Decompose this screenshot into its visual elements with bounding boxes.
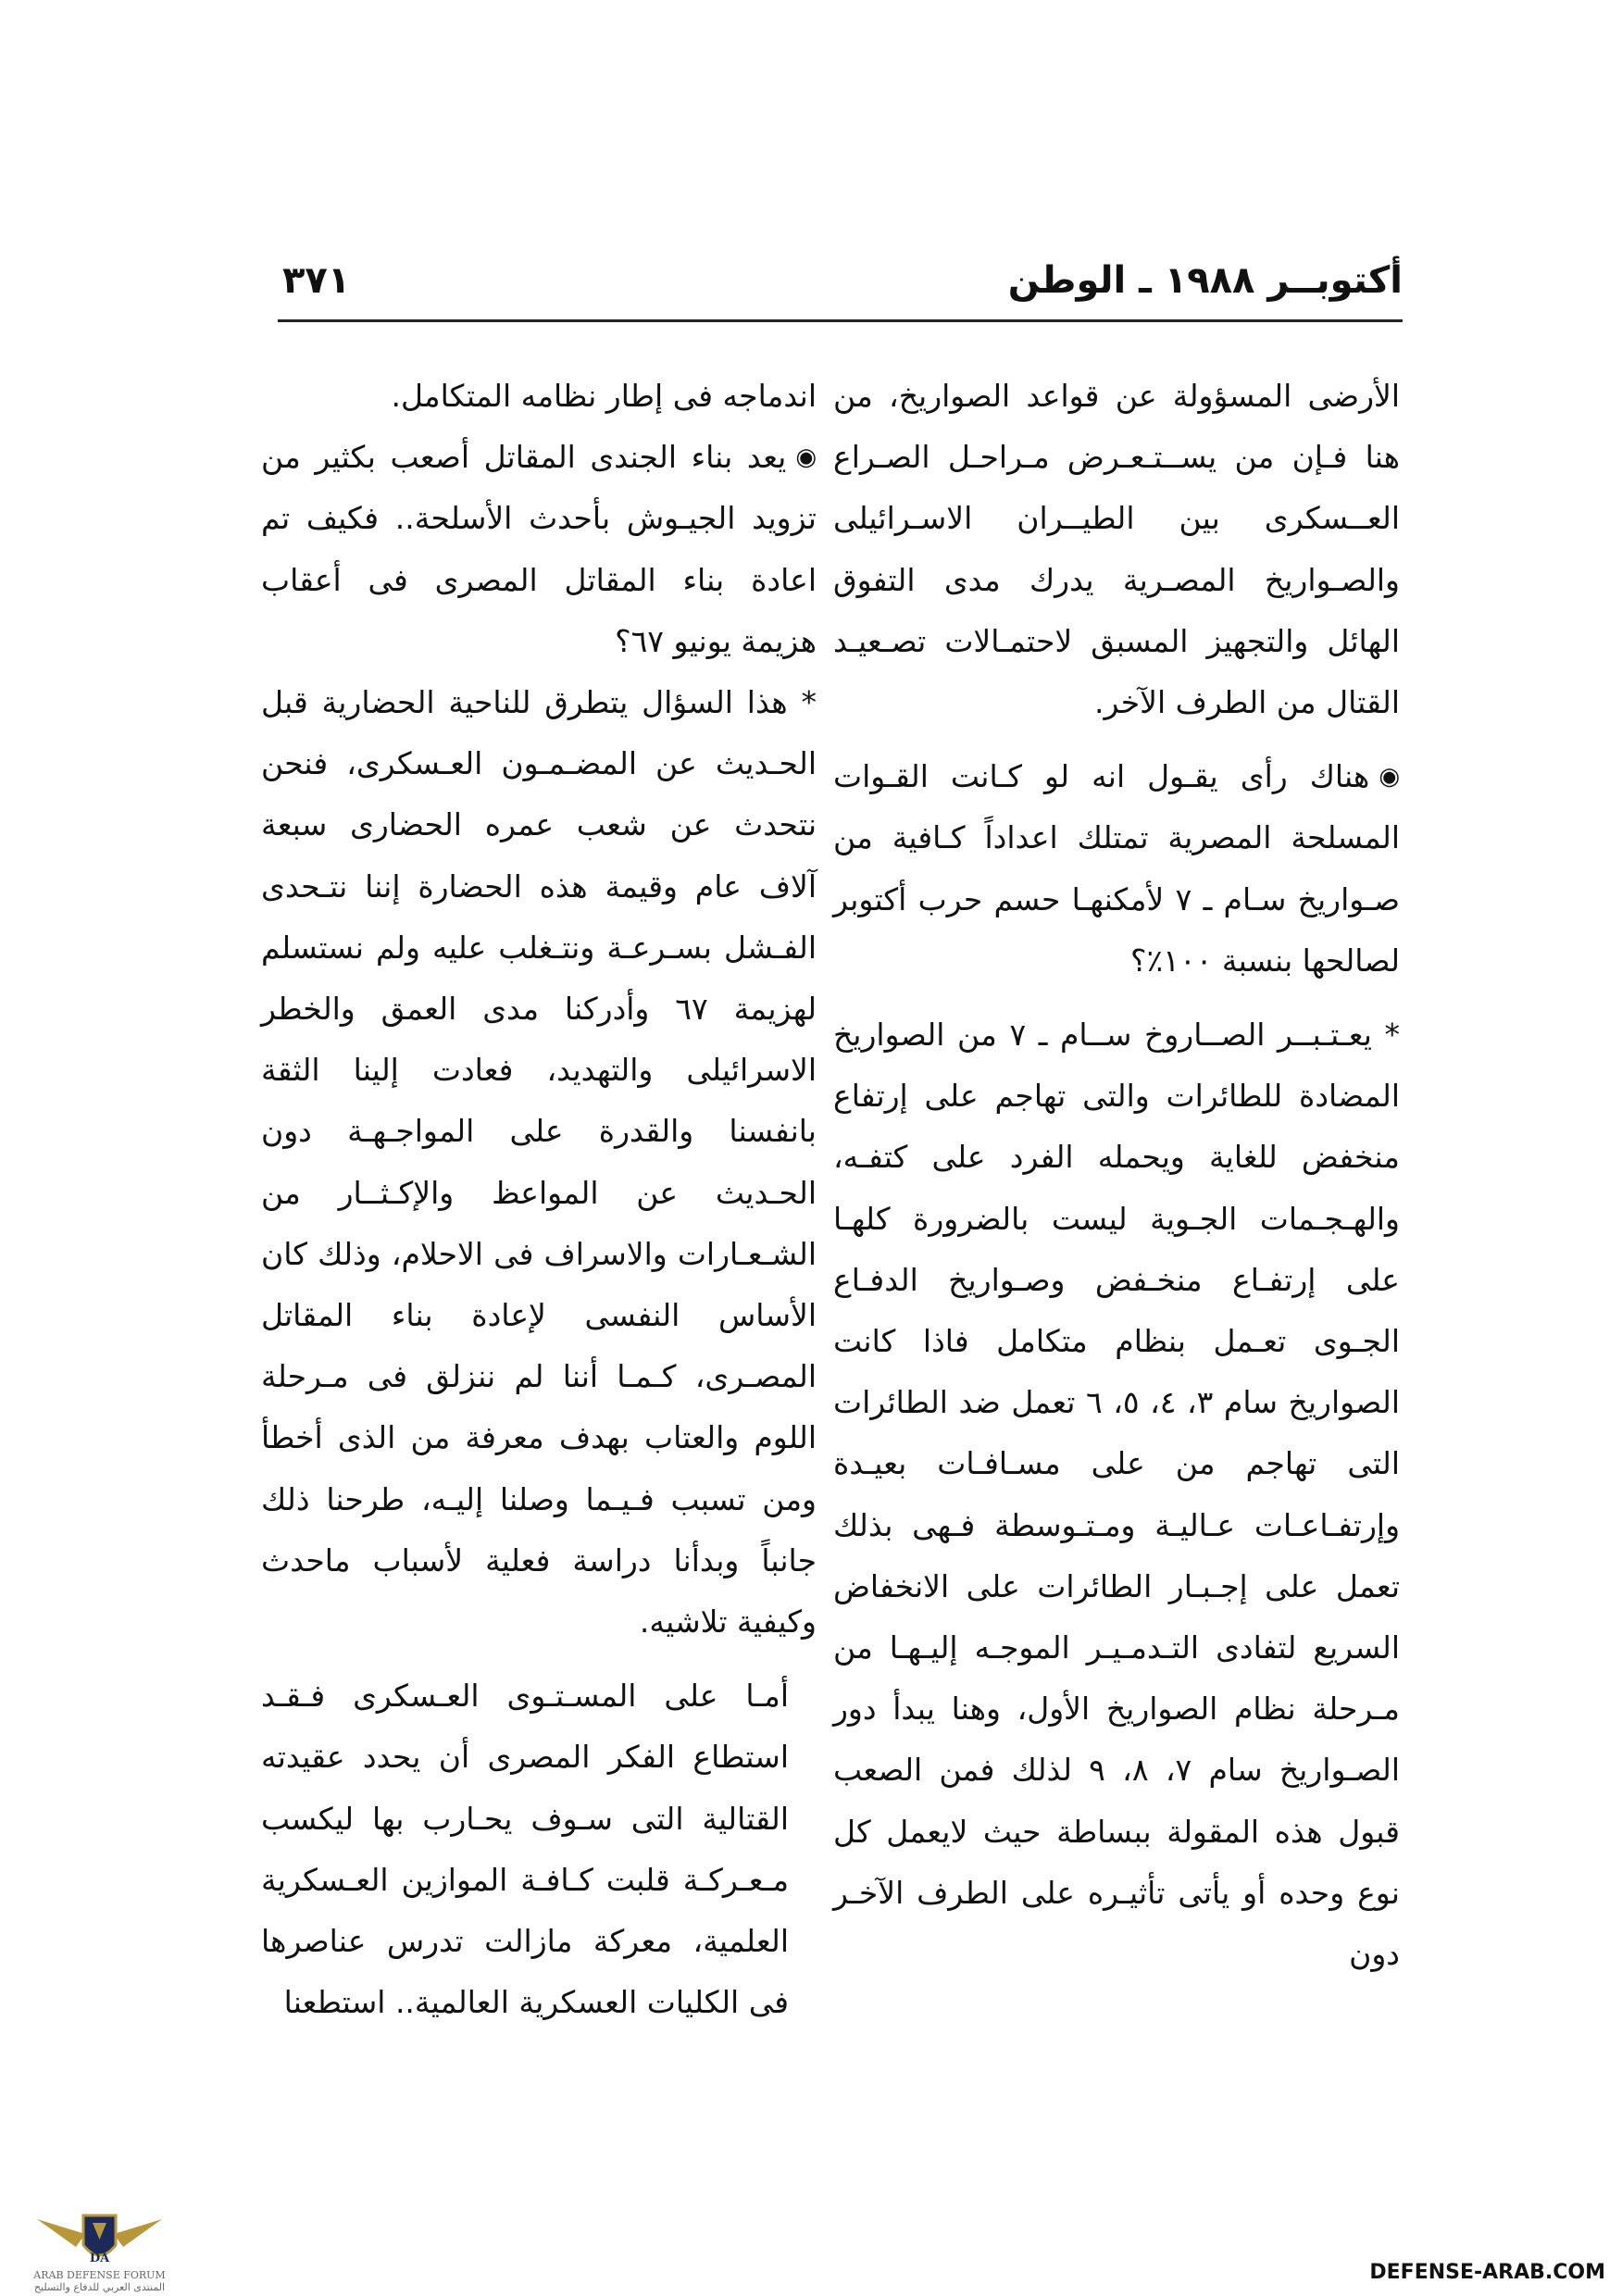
- running-title: أكتوبــر ١٩٨٨ ـ الوطن: [1007, 259, 1403, 302]
- logo-caption: [19, 2269, 181, 2293]
- page-number: ٣٧١: [282, 259, 351, 302]
- answer-paragraph: * هذا السؤال يتطرق للناحية الحضارية قبل الحـديث عن المضـمـون العـسكرى، فنحن نتحدث عن شعب عمره الحضارى سبعة آلاف عام وقيمة هذه الحضارة إننا نتـحدى الفـشل بسـرعـة ونتـغلب عليه ولم نستسلم لهزيمة ٦٧ وأدركنا مدى العمق والخطر الاسرائيلى والتهديد، فعادت إلينا الثقة بانفسنا والقدرة على المواجـهـة دون الحـديث عن المواعظ والإكـثــار من الشـعـارات والاسراف فى الاحلام، وذلك كان الأساس النفسى لإعادة بناء المقاتل المصـرى، كـمـا أننا لم ننزلق فى مـرحلة اللوم والعتاب بهدف معرفة من الذى أخطأ ومن تسبب فـيـما وصلنا إليـه، طرحنا ذلك جانباً وبدأنا دراسة فعلية لأسباب ماحدث وكيفية تلاشيه.: [261, 684, 817, 1641]
- paragraph-continuation: اندماجه فى إطار نظامه المتكامل.: [391, 378, 817, 414]
- bullet-icon: ◉: [795, 443, 817, 472]
- logo-arabic-name: المنتدى العربي للدفاع والتسليح: [33, 2281, 166, 2293]
- svg-text:DA: DA: [89, 2252, 110, 2265]
- question-paragraph: [833, 746, 1400, 992]
- question-paragraph: [261, 427, 817, 672]
- paragraph-intro: الأرضى المسؤولة عن قواعد الصواريخ، من هنا فـإن من يســتـعـرض مـراحـل الصـراع العــسكرى بين الطيــران الاسـرائيلى والصـواريخ المصـرية يدرك مدى التفوق الهائل والتجهيز المسبق لاحتمـالات تصـعيـد القتال من الطرف الآخر.: [833, 378, 1400, 721]
- bullet-icon: ◉: [1379, 763, 1400, 792]
- header-rule: [278, 319, 1403, 322]
- question-text: هناك رأى يقـول انه لو كـانت القـوات المسلحة المصرية تمتلك اعداداً كـافية من صـواريخ سـام ـ ٧ لأمكنهـا حسم حرب أكتوبر لصالحها بنسبة ١٠٠٪؟: [833, 758, 1400, 979]
- answer-paragraph: * يعـتـبــر الصــاروخ ســام ـ ٧ من الصواريخ المضادة للطائرات والتى تهاجم على إرتفاع منخفض للغاية ويحمله الفرد على كتفـه، والهـجـمات الجـوية ليست بالضرورة كلهـا على إرتفـاع منخـفض وصـواريخ الدفـاع الجـوى تعـمل بنظام متكامل فاذا كانت الصواريخ سام ٣، ٤، ٥، ٦ تعمل ضد الطائرات التى تهاجم من على مسـافـات بعيـدة وإرتفـاعـات عـاليـة ومـتـوسطة فـهى بذلك تعمل على إجـبـار الطائرات على الانخفاض السريع لتفادى التـدمـيـر الموجـه إليـهـا من مـرحلة نظام الصواريخ الأول، وهنا يبدأ دور الصـواريخ سام ٧، ٨، ٩ لذلك فمن الصعب قبول هذه المقولة ببساطة حيث لايعمل كل نوع وحده أو يأتى تأثيـره على الطرف الآخـر دون: [833, 1017, 1401, 1973]
- logo-name: ARAB DEFENSE FORUM: [33, 2269, 166, 2281]
- page-header: [282, 259, 1403, 315]
- shield-emblem-icon: [19, 2208, 181, 2273]
- paragraph-military: أمـا على المسـتـوى العـسكرى فـقـد استطاع الفكر المصرى أن يحدد عقيدته القتالية التى سـوف يحـارب بها ليكسب مـعـركـة قلبت كـافـة الموازين العـسكرية العلمية، معركة مازالت تدرس عناصرها فى الكليات العسكرية العالمية.. استطعنا: [261, 1678, 789, 2021]
- forum-logo: [19, 2208, 181, 2296]
- right-column: [833, 366, 1400, 1985]
- site-watermark: DEFENSE-ARAB.COM: [1369, 2261, 1605, 2284]
- question-text: يعد بناء الجندى المقاتل أصعب بكثير من تزويد الجيـوش بأحدث الأسلحة.. فكيف تم اعادة بناء المقاتل المصرى فى أعقاب هزيمة يونيو ٦٧؟: [261, 439, 817, 659]
- left-column: [261, 366, 817, 2033]
